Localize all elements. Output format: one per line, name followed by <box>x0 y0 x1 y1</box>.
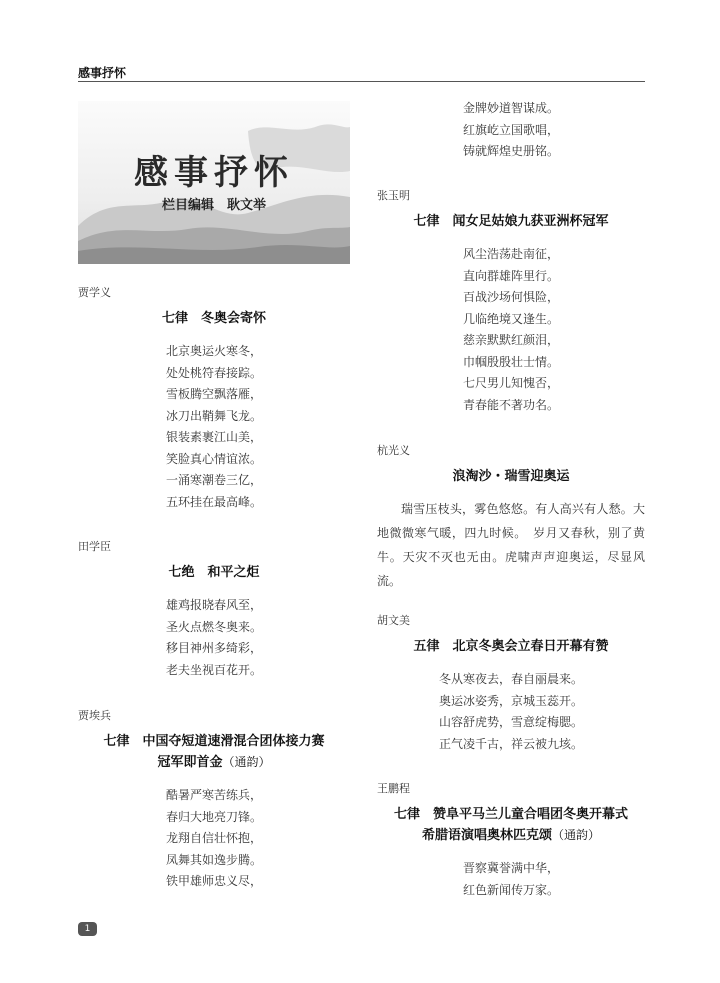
poem-line: 铁甲雄师忠义尽， <box>165 874 262 888</box>
poem-prose: 瑞雪压枝头，雾色悠悠。有人高兴有人愁。大地微微寒气暖，四九时候。 岁月又春秋，别了黄牛。天灾不灭也无由。虎啸声声迎奥运，尽显风流。 <box>377 502 645 588</box>
poem-title <box>78 731 350 773</box>
poem-lines <box>377 244 645 416</box>
poem-lines <box>78 595 350 681</box>
poem-title-note: （通韵） <box>552 828 601 842</box>
poem-title-line <box>377 825 645 846</box>
poem-line: 酷暑严寒苦练兵， <box>165 788 262 802</box>
poem-line: 冰刀出鞘舞飞龙。 <box>165 408 262 423</box>
poem-line: 龙翔自信壮怀抱， <box>165 831 262 845</box>
banner-title: 感事抒怀 <box>134 153 294 193</box>
poem-author: 胡文美 <box>377 614 410 627</box>
poem-title-note: （通韵） <box>222 755 271 769</box>
poem-title <box>377 804 645 846</box>
poem-line: 北京奥运火寒冬， <box>165 344 262 358</box>
column-banner <box>78 101 350 264</box>
header-divider <box>78 81 645 82</box>
poem-line: 几临绝境又逢生。 <box>462 311 559 326</box>
poem-line: 春归大地亮刀锋。 <box>165 809 262 824</box>
poem-line: 直向群雄阵里行。 <box>462 268 559 283</box>
poem-continuation <box>377 98 645 163</box>
poem-line: 移目神州多绮彩， <box>165 641 262 655</box>
banner-editor: 栏目编辑 耿文举 <box>161 198 266 213</box>
poem-line: 山容舒虎势，雪意绽梅腮。 <box>438 715 583 729</box>
poem-line: 晋察冀誉满中华， <box>462 861 559 875</box>
poem-line: 风尘浩荡赴南征， <box>462 247 559 261</box>
poem-line: 处处桃符春接踪。 <box>165 365 262 380</box>
poem-lines <box>78 785 350 893</box>
poem-line: 一涌寒潮卷三亿， <box>165 473 262 487</box>
poem-line: 红旗屹立国歌唱， <box>462 122 559 137</box>
poem-title: 五律 北京冬奥会立春日开幕有赞 <box>413 639 609 654</box>
poem-title-text: 希腊语演唱奥林匹克颂 <box>421 828 552 843</box>
header-section-title: 感事抒怀 <box>78 66 127 80</box>
page-number-badge: 1 <box>78 922 97 936</box>
poem-line: 冬从寒夜去，春自丽晨来。 <box>438 672 583 686</box>
poem-line: 百战沙场何惧险， <box>462 290 559 304</box>
poem-line: 金牌妙道智谋成。 <box>462 101 559 115</box>
poem-author: 贾埃兵 <box>78 709 111 722</box>
poem-title-text: 冠军即首金 <box>157 755 223 770</box>
poem-block <box>377 442 645 593</box>
poem-title: 七律 闻女足姑娘九获亚洲杯冠军 <box>413 214 609 229</box>
poem-author: 杭光义 <box>377 444 410 457</box>
poem-line: 铸就辉煌史册铭。 <box>462 144 559 158</box>
poem-line: 雄鸡报晓春风至， <box>165 598 262 612</box>
poem-line: 笑脸真心情谊浓。 <box>165 451 262 466</box>
poem-line: 慈亲默默红颜泪， <box>462 333 559 347</box>
poem-lines <box>377 858 645 901</box>
poem-title-line: 七律 赞阜平马兰儿童合唱团冬奥开幕式 <box>393 807 628 822</box>
poem-block <box>377 780 645 901</box>
poem-block <box>377 187 645 416</box>
poem-title-line <box>78 752 350 773</box>
poem-author: 田学臣 <box>78 540 111 553</box>
poem-line: 奥运冰姿秀，京城玉蕊开。 <box>438 693 583 708</box>
poem-title: 七律 冬奥会寄怀 <box>161 311 266 326</box>
poem-block <box>78 538 350 681</box>
poem-line: 七尺男儿知愧否， <box>462 376 559 390</box>
poem-line: 银装素裹江山美， <box>165 430 262 444</box>
poem-title-line: 七律 中国夺短道速滑混合团体接力赛 <box>103 734 325 749</box>
poem-author: 张玉明 <box>377 189 410 202</box>
poem-line: 巾帼殷殷壮士情。 <box>462 354 559 369</box>
poem-line: 正气凌千古，祥云被九垓。 <box>438 736 583 751</box>
poem-line: 圣火点燃冬奥来。 <box>165 619 262 634</box>
poem-line: 凤舞其如逸步腾。 <box>165 852 262 867</box>
poem-line: 雪板腾空飘落雁， <box>165 387 262 401</box>
poem-block <box>377 612 645 755</box>
poem-title: 七绝 和平之炬 <box>168 565 260 580</box>
poem-line: 老夫坐视百花开。 <box>165 662 262 677</box>
poem-block <box>78 707 350 893</box>
poem-line: 青春能不著功名。 <box>462 397 559 412</box>
poem-lines <box>377 669 645 755</box>
poem-title: 浪淘沙・瑞雪迎奥运 <box>452 469 570 484</box>
poem-block <box>78 284 350 513</box>
poem-line: 红色新闻传万家。 <box>462 882 559 897</box>
poem-lines <box>78 341 350 513</box>
poem-line: 五环挂在最高峰。 <box>165 494 262 509</box>
poem-author: 王鹏程 <box>377 782 410 795</box>
poem-author: 贾学义 <box>78 286 111 299</box>
